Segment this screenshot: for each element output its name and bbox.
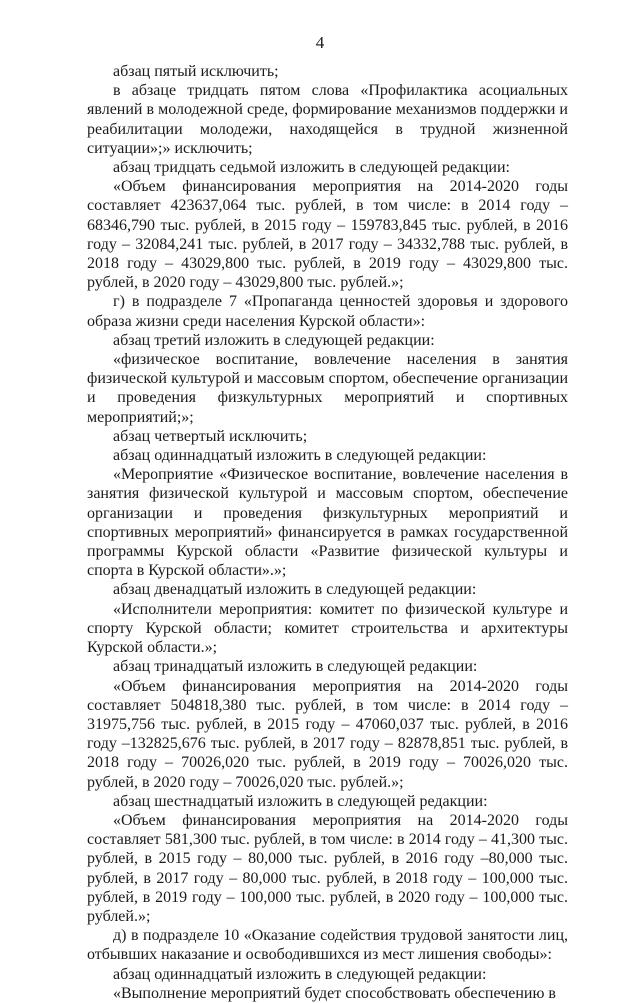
paragraph: абзац шестнадцатый изложить в следующей редакции: (113, 792, 488, 810)
paragraph: «Объем финансирования мероприятия на 2014-2020 годы составляет 423637,064 тыс. рублей, в том числе: в 2014 году – 68346,790 тыс. рублей, в 2015 году – 159783,845 тыс. рублей, в 2016 году – 32084,241 тыс. рублей, в 2017 году – 34332,788 тыс. рублей, в 2018 году – 43029,800 тыс. рублей, в 2019 году – 43029,800 тыс. рублей, в 2020 году – 43029,800 тыс. рублей.»; (87, 178, 568, 292)
paragraph: абзац пятый исключить; (113, 63, 279, 80)
paragraph: абзац тридцать седьмой изложить в следующей редакции: (113, 159, 510, 177)
document-body (87, 62, 568, 1003)
paragraph: в абзаце тридцать пятом слова «Профилактика асоциальных явлений в молодежной среде, формирование механизмов поддержки и реабилитации молодежи, находящейся в трудной жизненной ситуации»;» исключить; (87, 82, 568, 157)
paragraph: абзац третий изложить в следующей редакции: (113, 331, 435, 349)
paragraph: г) в подразделе 7 «Пропаганда ценностей здоровья и здорового образа жизни среди населения Курской области»: (87, 293, 568, 330)
paragraph: «Выполнение мероприятий будет способствовать обеспечению в (113, 984, 556, 1002)
page-number: 4 (315, 33, 325, 52)
paragraph: абзац одиннадцатый изложить в следующей редакции: (113, 965, 487, 983)
paragraph: абзац четвертый исключить; (113, 427, 308, 445)
paragraph: «физическое воспитание, вовлечение населения в занятия физической культурой и массовым спортом, обеспечение организации и проведения физкультурных мероприятий и спортивных мероприятий;»; (87, 351, 568, 426)
paragraph: абзац двенадцатый изложить в следующей редакции: (113, 581, 477, 599)
paragraph: д) в подразделе 10 «Оказание содействия трудовой занятости лиц, отбывших наказание и освободившихся из мест лишения свободы»: (87, 927, 568, 964)
paragraph: абзац тринадцатый изложить в следующей редакции: (113, 658, 478, 676)
paragraph: «Исполнители мероприятия: комитет по физической культуре и спорту Курской области; комитет строительства и архитектуры Курской области.»; (87, 600, 568, 657)
paragraph: «Мероприятие «Физическое воспитание, вовлечение населения в занятия физической культурой и массовым спортом, обеспечение организации и проведения физкультурных мероприятий и спортивных мероприятий» финансируется в рамках государственной программы Курской области «Развитие физической культуры и спорта в Курской области».»; (87, 466, 568, 580)
paragraph: «Объем финансирования мероприятия на 2014-2020 годы составляет 581,300 тыс. рублей, в том числе: в 2014 году – 41,300 тыс. рублей, в 2015 году – 80,000 тыс. рублей, в 2016 году –80,000 тыс. рублей, в 2017 году – 80,000 тыс. рублей, в 2018 году – 100,000 тыс. рублей, в 2019 году – 100,000 тыс. рублей, в 2020 году – 100,000 тыс. рублей.»; (87, 811, 568, 925)
paragraph: абзац одиннадцатый изложить в следующей редакции: (113, 447, 487, 465)
paragraph: «Объем финансирования мероприятия на 2014-2020 годы составляет 504818,380 тыс. рублей, в том числе: в 2014 году – 31975,756 тыс. рублей, в 2015 году – 47060,037 тыс. рублей, в 2016 году –132825,676 тыс. рублей, в 2017 году – 82878,851 тыс. рублей, в 2018 году – 70026,020 тыс. рублей, в 2019 году – 70026,020 тыс. рублей, в 2020 году – 70026,020 тыс. рублей.»; (87, 677, 568, 791)
